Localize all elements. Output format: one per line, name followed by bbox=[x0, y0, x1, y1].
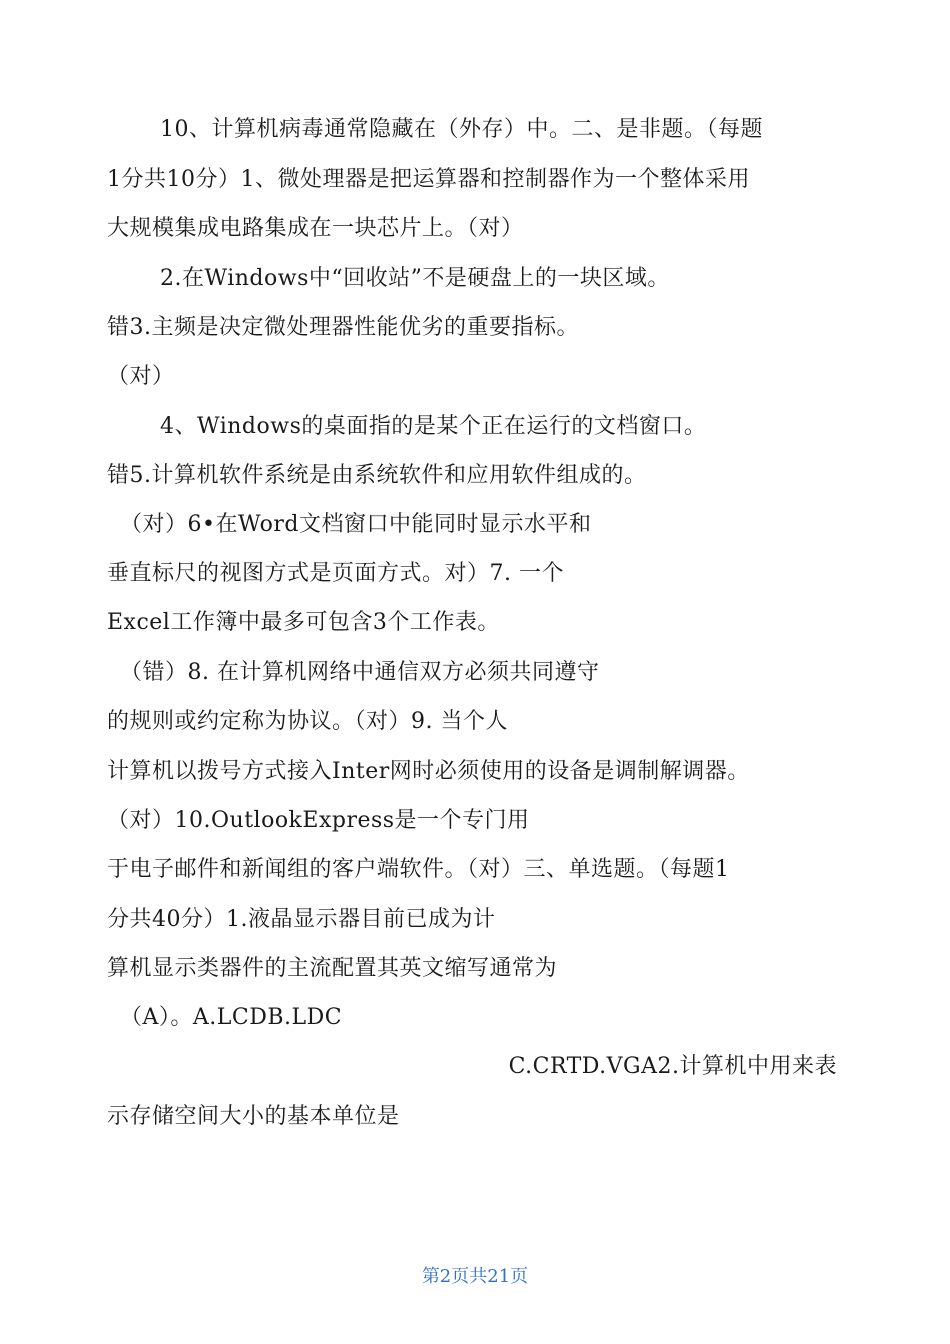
text-line: 于电子邮件和新闻组的客户端软件。（对）三、单选题。（每题1 bbox=[107, 857, 730, 882]
page-number-footer: 第2页共21页 bbox=[421, 1266, 529, 1287]
text-line: 算机显示类器件的主流配置其英文缩写通常为 bbox=[107, 956, 558, 981]
text-line: （错）8. 在计算机网络中通信双方必须共同遵守 bbox=[120, 660, 600, 685]
text-line: 分共40分）1.液晶显示器目前已成为计 bbox=[107, 907, 496, 932]
text-line: C.CRTD.VGA2.计算机中用来表 bbox=[508, 1054, 837, 1079]
text-line: 1分共10分）1、微处理器是把运算器和控制器作为一个整体采用 bbox=[107, 167, 750, 192]
text-line: 4、Windows的桌面指的是某个正在运行的文档窗口。 bbox=[160, 414, 707, 439]
text-line: （对） bbox=[107, 364, 175, 389]
text-line: Excel工作簿中最多可包含3个工作表。 bbox=[107, 610, 500, 635]
text-line: 错3.主频是决定微处理器性能优劣的重要指标。 bbox=[107, 315, 579, 340]
text-line: 10、计算机病毒通常隐藏在（外存）中。二、是非题。（每题 bbox=[160, 117, 763, 142]
text-line: 错5.计算机软件系统是由系统软件和应用软件组成的。 bbox=[107, 463, 647, 488]
text-line: 大规模集成电路集成在一块芯片上。（对） bbox=[107, 216, 524, 241]
text-line: 2.在Windows中“回收站”不是硬盘上的一块区域。 bbox=[160, 266, 670, 291]
text-line: （对）6•在Word文档窗口中能同时显示水平和 bbox=[120, 512, 592, 537]
text-line: 垂直标尺的视图方式是页面方式。对）7. 一个 bbox=[107, 561, 564, 586]
text-line: 计算机以拨号方式接入Inter网时必须使用的设备是调制解调器。 bbox=[107, 759, 750, 784]
text-line: 示存储空间大小的基本单位是 bbox=[107, 1104, 400, 1129]
text-line: （对）10.OutlookExpress是一个专门用 bbox=[107, 808, 530, 833]
text-line: （A）。A.LCDB.LDC bbox=[120, 1005, 343, 1030]
text-line: 的规则或约定称为协议。（对）9. 当个人 bbox=[107, 709, 508, 734]
